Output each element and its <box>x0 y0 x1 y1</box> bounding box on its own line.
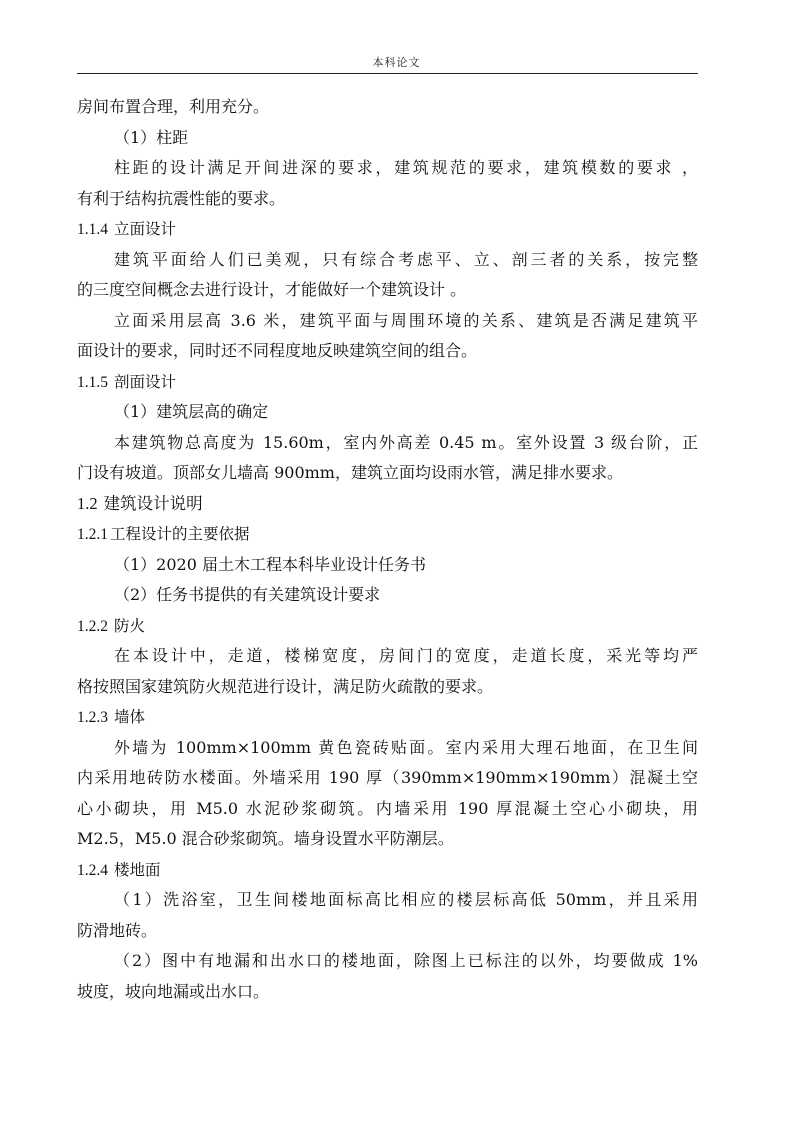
section-heading-1-1-5 <box>77 367 698 398</box>
section-number: 1.2 <box>77 493 98 513</box>
paragraph-line: 本建筑物总高度为 15.60m，室内外高差 0.45 m。室外设置 3 级台阶，正 <box>114 432 698 452</box>
page-header-title: 本科论文 <box>372 56 421 69</box>
section-title: 墙体 <box>114 708 146 726</box>
paragraph-line: 格按照国家建筑防火规范进行设计，满足防火疏散的要求。 <box>77 676 494 696</box>
paragraph-line: 心小砌块，用 M5.0 水泥砂浆砌筑。内墙采用 190 厚混凝土空心小砌块，用 <box>77 798 698 818</box>
list-item: （1）2020 届土木工程本科毕业设计任务书 <box>114 554 426 574</box>
paragraph-line: 有利于结构抗震性能的要求。 <box>77 188 286 208</box>
section-title: 防火 <box>114 616 146 635</box>
paragraph-line: 内采用地砖防水楼面。外墙采用 190 厚（390mm×190mm×190mm）混凝土空 <box>77 768 698 787</box>
section-heading-1-2 <box>77 489 698 520</box>
paragraph-line: 外墙为 100mm×100mm 黄色瓷砖贴面。室内采用大理石地面，在卫生间 <box>114 737 698 757</box>
section-heading-1-2-3 <box>77 702 698 733</box>
list-item: （1）洗浴室，卫生间楼地面标高比相应的楼层标高低 50mm，并且采用 <box>114 890 698 909</box>
paragraph-line: 防滑地砖。 <box>77 920 158 940</box>
section-heading-1-2-1 <box>77 519 698 550</box>
paragraph-line: 柱距的设计满足开间进深的要求，建筑规范的要求，建筑模数的要求 ， <box>114 158 698 177</box>
section-number: 1.2.2 <box>77 617 108 635</box>
section-title: 建筑设计说明 <box>103 493 203 513</box>
section-number: 1.1.4 <box>77 221 108 238</box>
list-item: （2）图中有地漏和出水口的楼地面，除图上已标注的以外，均要做成 1% <box>114 951 698 970</box>
section-heading-1-2-4 <box>77 855 698 886</box>
paragraph-line: 建筑平面给人们已美观，只有综合考虑平、立、剖三者的关系，按完整 <box>114 249 698 269</box>
paragraph-line: 门设有坡道。顶部女儿墙高 900mm，建筑立面均设雨水管，满足排水要求。 <box>77 463 623 482</box>
paragraph-line: 立面采用层高 3.6 米，建筑平面与周围环境的关系、建筑是否满足建筑平 <box>114 310 698 330</box>
paragraph-line: 的三度空间概念去进行设计，才能做好一个建筑设计 。 <box>77 280 467 299</box>
list-item: （1）建筑层高的确定 <box>114 402 269 421</box>
document-body <box>77 92 698 1007</box>
paragraph-line: 面设计的要求，同时还不同程度地反映建筑空间的组合。 <box>77 341 478 360</box>
section-number: 1.2.3 <box>77 709 108 726</box>
section-heading-1-1-4 <box>77 214 698 245</box>
section-heading-1-2-2 <box>77 611 698 642</box>
section-number: 1.2.4 <box>77 861 108 879</box>
section-title: 工程设计的主要依据 <box>110 525 250 543</box>
paragraph-line: 房间布置合理，利用充分。 <box>77 97 270 116</box>
section-number: 1.1.5 <box>77 373 108 391</box>
header-divider <box>77 73 698 74</box>
list-item: （2）任务书提供的有关建筑设计要求 <box>114 585 381 604</box>
section-title: 立面设计 <box>114 220 177 238</box>
paragraph-line: 在本设计中，走道，楼梯宽度，房间门的宽度，走道长度，采光等均严 <box>114 646 698 665</box>
list-item: （1）柱距 <box>114 127 189 147</box>
paragraph-line: 坡度，坡向地漏或出水口。 <box>77 981 270 1001</box>
paragraph-line: M2.5，M5.0 混合砂浆砌筑。墙身设置水平防潮层。 <box>77 829 454 848</box>
section-title: 剖面设计 <box>114 372 177 391</box>
section-number: 1.2.1 <box>77 526 108 543</box>
section-title: 楼地面 <box>114 860 161 879</box>
